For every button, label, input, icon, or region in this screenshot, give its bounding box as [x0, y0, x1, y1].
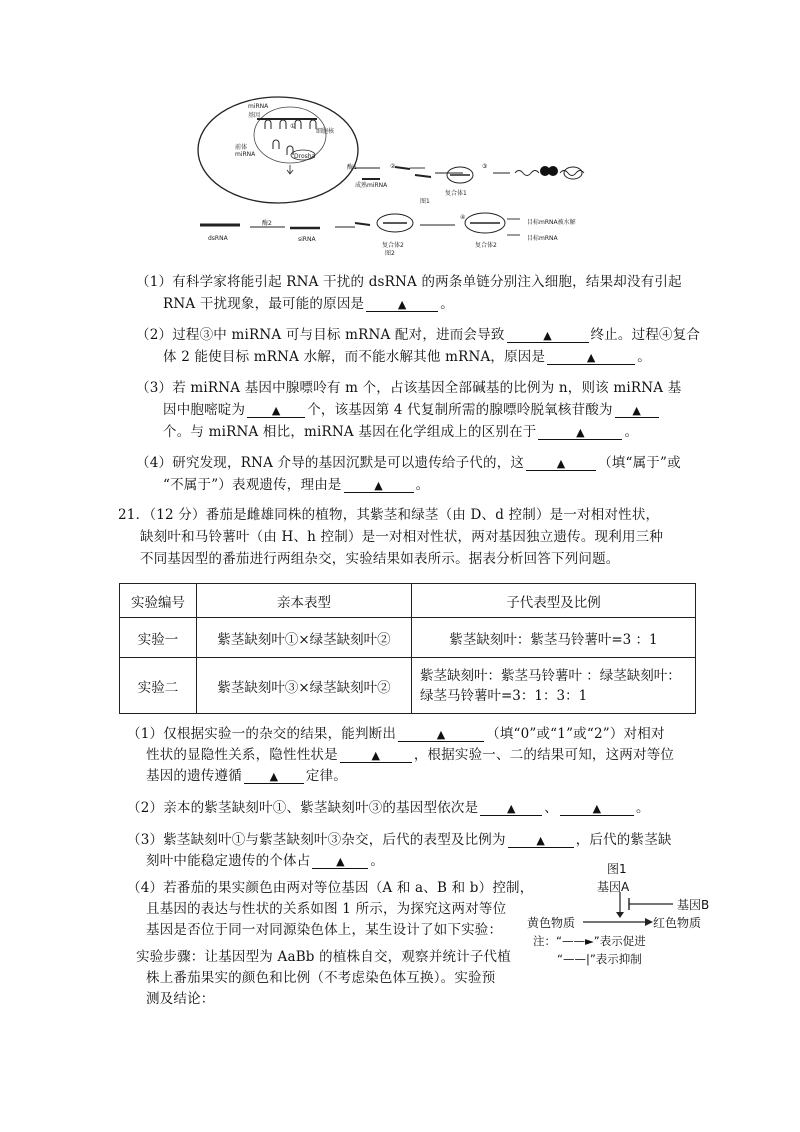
label-enzyme1: 酶1 [347, 164, 357, 171]
answer-blank[interactable]: ▲ [366, 297, 438, 312]
q20-p3-line3: 个。与 miRNA 相比，miRNA 基因在化学组成上的区别在于 ▲ 。 [163, 424, 639, 440]
q21-s1-line1: （1）仅根据实验一的杂交的结果，能判断出 ▲ （填“0”或“1”或“2”）对相对 [127, 726, 665, 742]
q21-intro-line2: 缺刻叶和马铃薯叶（由 H、h 控制）是一对相对性状，两对基因独立遗传。现利用三种 [140, 529, 664, 545]
q21-s4-line3: 基因是否位于同一对同源染色体上，某生设计了如下实验： [146, 922, 503, 938]
table-cell: 紫茎缺刻叶③×绿茎缺刻叶② [197, 658, 412, 714]
label-fig1: 图1 [420, 198, 430, 205]
q21-s4-line2: 且基因的表达与性状的关系如图 1 所示，为探究这两对等位 [146, 901, 507, 917]
q21-s2-line1: （2）亲本的紫茎缺刻叶①、紫茎缺刻叶③的基因型依次是 ▲ 、 ▲ 。 [127, 800, 650, 816]
answer-blank[interactable]: ▲ [247, 403, 305, 418]
table-header-row [120, 584, 696, 618]
label-fig2: 图2 [385, 250, 395, 257]
label-target-mrna: 目标mRNA [527, 235, 558, 242]
q20-p1-line1: （1）有科学家将能引起 RNA 干扰的 dsRNA 的两条单链分别注入细胞，结果却没有引起 [136, 274, 682, 290]
label-step3: ③ [482, 163, 488, 170]
q20-p3-line1: （3）若 miRNA 基因中腺嘌呤有 m 个，占该基因全部碱基的比例为 n，则该 miRNA 基 [136, 380, 682, 396]
note-inhibit: “——|”表示抑制 [557, 952, 642, 966]
cell-outline [198, 97, 358, 203]
q20-p2-line1: （2）过程③中 miRNA 可与目标 mRNA 配对，进而会导致 ▲ 终止。过程④复合 [136, 327, 701, 343]
answer-blank[interactable]: ▲ [560, 801, 634, 816]
red-substance-label: 红色物质 [653, 916, 702, 930]
table-cell: 紫茎缺刻叶①×绿茎缺刻叶② [197, 618, 412, 658]
q20-p4-line1: （4）研究发现，RNA 介导的基因沉默是可以遗传给子代的，这 ▲ （填“属于”或 [136, 455, 681, 471]
table-cell [412, 658, 696, 714]
fig1-title: 图1 [607, 862, 627, 876]
label-step1: ① [290, 123, 296, 130]
label-mature-mirna: 成熟miRNA [355, 182, 388, 189]
gene-regulation-figure [527, 860, 727, 966]
table-row [120, 618, 696, 658]
gene-a-label: 基因A [597, 880, 630, 894]
label-drosha: Drosha [294, 153, 316, 160]
label-complex1: 复合体1 [445, 190, 467, 197]
label-mirna-gene: miRNA 基因 [248, 103, 269, 119]
q21-s4-line1: （4）若番茄的果实颜色由两对等位基因（A 和 a、B 和 b）控制， [127, 880, 534, 896]
table-row [120, 658, 696, 714]
q21-steps-line3: 测及结论： [146, 991, 215, 1007]
table-header: 实验编号 [120, 584, 197, 618]
q20-p2-line2: 体 2 能使目标 mRNA 水解，而不能水解其他 mRNA，原因是 ▲ 。 [163, 349, 651, 365]
answer-blank[interactable]: ▲ [538, 425, 622, 440]
q21-s1-line3: 基因的遗传遵循 ▲ 定律。 [146, 768, 348, 784]
answer-blank[interactable]: ▲ [615, 403, 659, 418]
answer-blank[interactable]: ▲ [507, 328, 589, 343]
q21-steps-line1: 实验步骤：让基因型为 AaBb 的植株自交，观察并统计子代植 [136, 949, 511, 965]
table-cell-line: 绿茎马铃薯叶=3：1：3：1 [420, 687, 588, 704]
answer-blank[interactable]: ▲ [508, 833, 574, 848]
note-promote: 注：“——►”表示促进 [533, 934, 646, 948]
label-step4: ④ [460, 214, 466, 221]
q20-p4-line2: “不属于”）表观遗传，理由是 ▲ 。 [163, 477, 430, 493]
gene-b-label: 基因B [677, 898, 710, 912]
label-enzyme2: 酶2 [262, 220, 272, 227]
table-cell: 紫茎缺刻叶：紫茎马铃薯叶=3 ：1 [412, 618, 696, 658]
label-target-hydrolyzed: 目标mRNA被水解 [527, 219, 576, 226]
table-cell-line: 紫茎缺刻叶：紫茎马铃薯叶 ：绿茎缺刻叶： [420, 667, 681, 684]
q21-steps-line2: 株上番茄果实的颜色和比例（不考虑染色体互换）。实验预 [146, 970, 496, 986]
table-cell: 实验一 [120, 618, 197, 658]
label-sirna: siRNA [298, 236, 316, 243]
table-header: 子代表型及比例 [412, 584, 696, 618]
q21-s1-line2: 性状的显隐性关系，隐性性状是 ▲ ，根据实验一、二的结果可知，这两对等位 [146, 747, 675, 763]
q20-p1-line2: RNA 干扰现象，最可能的原因是 ▲ 。 [163, 296, 454, 312]
q21-s3-line2: 刻叶中能稳定遗传的个体占 ▲ 。 [146, 853, 385, 869]
label-nucleus: 细胞核 [316, 128, 335, 135]
answer-blank[interactable]: ▲ [340, 748, 412, 763]
table-cell: 实验二 [120, 658, 197, 714]
q21-intro-line3: 不同基因型的番茄进行两组杂交，实验结果如表所示。据表分析回答下列问题。 [140, 551, 620, 567]
answer-blank[interactable]: ▲ [526, 456, 596, 471]
experiment-table [119, 583, 696, 714]
answer-blank[interactable]: ▲ [244, 769, 304, 784]
q20-p3-line2: 因中胞嘧啶为 ▲ 个，该基因第 4 代复制所需的腺嘌呤脱氧核苷酸为 ▲ [163, 398, 661, 418]
label-complex2b: 复合体2 [475, 242, 497, 249]
label-step2: ② [390, 163, 396, 170]
q21-s3-line1: （3）紫茎缺刻叶①与紫茎缺刻叶③杂交，后代的表型及比例为 ▲ ，后代的紫茎缺 [127, 832, 672, 848]
label-complex2a: 复合体2 [382, 242, 404, 249]
answer-blank[interactable]: ▲ [312, 854, 368, 869]
answer-blank[interactable]: ▲ [344, 478, 414, 493]
answer-blank[interactable]: ▲ [480, 801, 542, 816]
yellow-substance-label: 黄色物质 [527, 916, 576, 930]
label-dsrna: dsRNA [208, 235, 228, 242]
fig1-arrows [527, 860, 727, 960]
answer-blank[interactable]: ▲ [398, 727, 484, 742]
label-precursor: 前体 miRNA [235, 144, 256, 158]
q21-intro-line1: 21．（12 分）番茄是雌雄同株的植物，其紫茎和绿茎（由 D、d 控制）是一对相对性状， [118, 507, 660, 523]
answer-blank[interactable]: ▲ [547, 350, 635, 365]
table-header: 亲本表型 [197, 584, 412, 618]
